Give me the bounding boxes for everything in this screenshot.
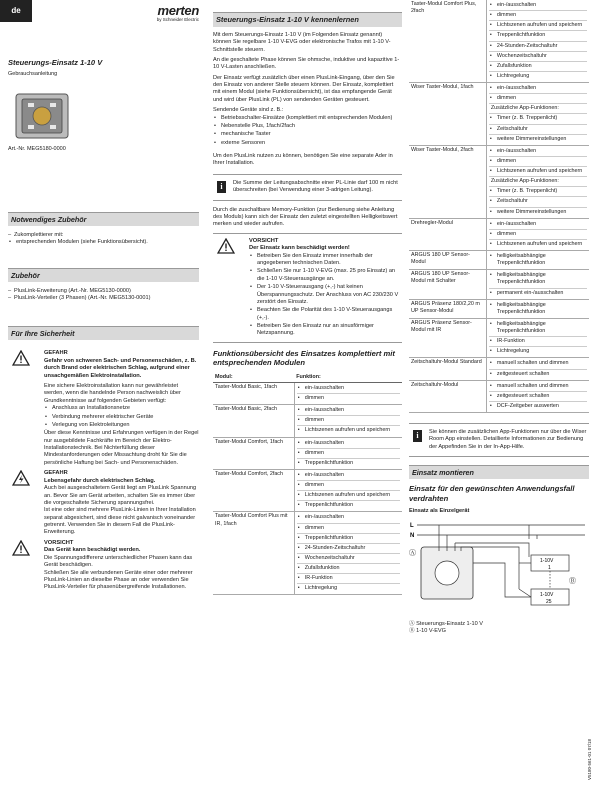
function-item: • Lichtszenen aufrufen und speichern: [489, 240, 587, 249]
list-item: • Betreiben Sie den Einsatz nur an sinusförmiger Netzspannung.: [249, 323, 402, 338]
function-overview-heading: Funktionsübersicht des Einsatzes komplettiert mit entsprechenden Modulen: [213, 348, 395, 368]
table-row: [409, 145, 589, 218]
function-item: • dimmen: [489, 157, 587, 167]
warning-icon: [12, 540, 30, 556]
doc-subtitle: Gebrauchsanleitung: [8, 71, 58, 77]
list-item: • Betriebsschalter-Einsätze (komplettiert mit entsprechenden Modulen): [213, 115, 402, 122]
function-item: • Lichtregelung: [489, 72, 587, 81]
function-item: • 24-Stunden-Zeitschaltuhr: [489, 42, 587, 52]
caution-warning: [213, 238, 402, 338]
module-name: Taster-Modul Basic, 2fach: [213, 405, 294, 437]
module-name: Taster-Modul Comfort Plus, 2fach: [409, 0, 486, 83]
warning-text: Ist eine oder sind mehrere PlusLink-Linien in Ihrer Installation separat abgesichert, sind diese nicht galvanisch voneinander getrennt. Verwenden Sie in diesem Fall die PlusLink-Erweiterung.: [44, 507, 196, 536]
warning-label: VORSICHT: [249, 237, 279, 244]
module-name: ARGUS Präsenz 180/2,20 m UP Sensor-Modul: [409, 299, 486, 318]
module-name: Taster-Modul Comfort, 2fach: [213, 469, 294, 512]
electric-hazard-icon: [12, 470, 30, 486]
function-item: • dimmen: [297, 416, 400, 426]
diagram-legend: [409, 621, 589, 636]
function-item: • ein-/ausschalten: [489, 1, 587, 11]
section-required-accessories: [8, 212, 199, 248]
function-item: • Lichtszenen aufrufen und speichern: [297, 426, 400, 435]
list-item: • Schließen Sie nur 1-10 V-EVG (max. 25 pro Einsatz) an die 1-10 V-Steuerausgänge an.: [249, 268, 402, 283]
function-item: • ein-/ausschalten: [489, 147, 587, 157]
section-accessories: [8, 268, 199, 303]
function-item: • dimmen: [489, 230, 587, 240]
table-row: [409, 318, 589, 358]
function-item: • zeitgesteuert schalten: [489, 392, 587, 402]
marker-b: Ⓑ: [569, 577, 576, 586]
label-L: L: [410, 523, 414, 530]
table-row: [213, 512, 402, 595]
function-list: [486, 299, 589, 318]
function-item: • Zeitschaltuhr: [489, 125, 587, 135]
function-list: [486, 358, 589, 380]
function-list: [486, 318, 589, 358]
function-item: • helligkeitsabhängige Treppenlichtfunktion: [489, 252, 587, 268]
module-name: ARGUS 180 UP Sensor-Modul: [409, 251, 486, 270]
paragraph: Mit dem Steuerungs-Einsatz 1-10 V (im Folgenden Einsatz genannt) können Sie regelbare 1-10 V-EVG oder elektronische Trafos mit 1-10 V-Schnittstelle steuern.: [213, 31, 391, 53]
legend-text: 1-10 V-EVG: [416, 628, 447, 635]
section-heading: Für Ihre Sicherheit: [8, 326, 199, 340]
ballast-number: 25: [546, 599, 552, 606]
warning-text: Eine sichere Elektroinstallation kann nur gewährleistet werden, wenn die handelnde Person nachweislich über Grundkenntnisse auf folgenden Gebieten verfügt:: [44, 383, 181, 404]
function-list: [294, 512, 402, 595]
list-item: • Nebenstelle Plus, 1fach/2fach: [213, 123, 402, 130]
legend-marker: Ⓑ: [409, 628, 415, 635]
function-item: • Lichtszenen aufrufen und speichern: [297, 491, 400, 501]
warning-title: Das Gerät kann beschädigt werden.: [44, 547, 141, 554]
warning-text: Über diese Kenntnisse und Erfahrungen verfügen in der Regel nur ausgebildete Fachkräfte im Bereich der Elektro-Installationstechnik. Bei Nichterfüllung dieser Mindestanforderungen oder Missachtung droht für Sie die persönliche Haftung bei Sach- und Personenschäden.: [44, 430, 199, 466]
function-table-2: [409, 0, 589, 413]
table-row: [409, 270, 589, 299]
table-row: [409, 299, 589, 318]
function-item: • permanent ein-/ausschalten: [489, 289, 587, 298]
function-item: • DCF-Zeitgeber auswerten: [489, 402, 587, 411]
function-item: • ein-/ausschalten: [489, 220, 587, 230]
function-item: • Timer (z. B. Treppenlicht): [489, 114, 587, 124]
function-list: [294, 382, 402, 404]
function-item: • dimmen: [297, 481, 400, 491]
module-name: Zeitschaltuhr-Modul: [409, 380, 486, 412]
table-header: Modul:: [213, 373, 294, 383]
function-item: • Treppenlichtfunktion: [489, 31, 587, 41]
function-list: [486, 251, 589, 270]
function-list: [486, 218, 589, 250]
function-list: [486, 83, 589, 146]
function-item: • Treppenlichtfunktion: [297, 501, 400, 510]
function-list: [486, 380, 589, 412]
info-text: Die Summe der Leitungsabschnitte einer PL-Linie darf 100 m nicht überschreiten (bei Verwendung einer 3-adrigen Leitung).: [233, 179, 398, 194]
legend-text: Steuerungs-Einsatz 1-10 V: [416, 620, 484, 627]
list-item: • Betreiben Sie den Einsatz immer innerhalb der angegebenen technischen Daten.: [249, 253, 402, 268]
function-item: • zeitgesteuert schalten: [489, 370, 587, 379]
function-item: • Zufallsfunktion: [489, 62, 587, 72]
module-name: Taster-Modul Basic, 1fach: [213, 382, 294, 404]
function-subheading: Zusätzliche App-Funktionen:: [489, 104, 587, 114]
table-row: [213, 382, 402, 404]
list-item: • Verlegung von Elektroleitungen: [44, 422, 199, 429]
function-item: • Lichtregelung: [297, 584, 400, 593]
divider: [213, 342, 402, 343]
section-heading: Zubehör: [8, 268, 199, 282]
function-list: [486, 0, 589, 83]
table-row: [213, 405, 402, 437]
function-item: • helligkeitsabhängige Treppenlichtfunktion: [489, 271, 587, 288]
function-list: [294, 469, 402, 512]
danger-warning-1: [8, 350, 199, 467]
warning-label: VORSICHT: [44, 539, 74, 546]
section-safety: [8, 326, 199, 592]
function-list: [486, 270, 589, 299]
ballast-label: 1-10V: [540, 592, 554, 599]
warning-label: GEFAHR: [44, 470, 68, 477]
warning-label: GEFAHR: [44, 350, 68, 356]
language-badge: de: [0, 0, 32, 22]
module-name: Wiser Taster-Modul, 1fach: [409, 83, 486, 146]
info-text: Sie können die zusätzlichen App-Funktionen nur über die Wiser Room App einstellen. Detaillierte Informationen zur Bedienung der Appefinden Sie in der In-App-Hilfe.: [429, 429, 587, 450]
module-name: Taster-Modul Comfort Plus mit IR, 1fach: [213, 512, 294, 595]
list-item: • Der 1-10 V-Steuerausgang (+,-) hat keinen Überspannungsschutz. Der Anschluss von AC 230/230 V zerstört den Einsatz.: [249, 284, 402, 306]
table-row: [409, 0, 589, 83]
function-item: • dimmen: [489, 94, 587, 104]
label-N: N: [410, 533, 415, 540]
warning-icon: [12, 350, 30, 366]
table-row: [409, 218, 589, 250]
wiring-diagram: [409, 517, 589, 615]
function-item: • ein-/ausschalten: [489, 84, 587, 94]
function-item: • dimmen: [297, 449, 400, 459]
wiring-heading: Einsatz für den gewünschten Anwendungsfall verdrahten: [409, 484, 575, 503]
section-heading: Steuerungs-Einsatz 1-10 V kennenlernen: [213, 12, 402, 27]
column-2: [213, 0, 402, 595]
function-item: • dimmen: [489, 11, 587, 21]
info-note: [213, 174, 402, 201]
function-item: • ein-/ausschalten: [297, 513, 400, 523]
module-name: Taster-Modul Comfort, 1fach: [213, 437, 294, 469]
list-item: • externe Sensoren: [213, 140, 402, 147]
function-item: • Treppenlichtfunktion: [297, 459, 400, 468]
section-heading: Einsatz montieren: [409, 465, 589, 479]
function-item: • Lichtszenen aufrufen und speichern: [489, 167, 587, 177]
legend-marker: Ⓐ: [409, 620, 415, 627]
paragraph: Durch die zuschaltbare Memory-Funktion (zur Bedienung siehe Anleitung des Moduls) kann sich der Einsatz den zuletzt eingestellten Helligkeitswert merken und wieder aufrufen.: [213, 206, 398, 228]
function-table-1: [213, 373, 402, 596]
product-image: [12, 88, 72, 144]
list-item: • mechanische Taster: [213, 131, 402, 138]
caution-warning: [8, 540, 199, 592]
function-list: [294, 437, 402, 469]
brand-sub: by Schneider Electric: [156, 17, 199, 23]
table-header: Funktion:: [294, 373, 402, 383]
info-note: [409, 423, 589, 457]
list-item: • Anschluss an Installationsnetze: [44, 405, 199, 412]
table-row: [409, 358, 589, 380]
table-row: [213, 469, 402, 512]
list-item: – PlusLink-Erweiterung (Art.-Nr. MEG5130-0000): [8, 288, 199, 295]
module-name: ARGUS Präsenz Sensor-Modul mit IR: [409, 318, 486, 358]
info-icon: i: [217, 181, 226, 193]
list-item: • Verbindung mehrerer elektrischer Geräte: [44, 414, 199, 421]
warning-text: Auch bei ausgeschaltetem Gerät liegt am PlusLink Spannung an. Bevor Sie am Gerät arbeiten, schalten Sie es immer über die vorgeschaltete Sicherung spannungsfrei.: [44, 485, 197, 506]
function-item: • IR-Funktion: [297, 574, 400, 584]
function-item: • weitere Dimmereinstellungen: [489, 135, 587, 144]
ballast-number: 1: [548, 565, 551, 572]
brand-name: merten: [157, 3, 199, 18]
function-item: • manuell schalten und dimmen: [489, 359, 587, 369]
function-item: • ein-/ausschalten: [297, 439, 400, 449]
table-row: [409, 83, 589, 146]
ballast-label: 1-10V: [540, 558, 554, 565]
list-item: • entsprechenden Modulen (siehe Funktionsübersicht).: [8, 239, 199, 246]
paragraph: An die geschaltete Phase können Sie ohmsche, induktive und kapazitive 1-10 V-Lasten anschließen.: [213, 56, 400, 71]
section-heading: Notwendiges Zubehör: [8, 212, 199, 226]
module-name: Drehregler-Modul: [409, 218, 486, 250]
function-item: • weitere Dimmereinstellungen: [489, 208, 587, 217]
document-code: V5180-561-01 07/18: [587, 738, 593, 780]
paragraph: Der Einsatz verfügt zusätzlich über einen PlusLink-Eingang, über den Sie den Einsatz von anderer Stelle steuern können. Der Einsatz, komplettiert mit einem Modul (siehe Funktionsübersicht), ist das empfangende Gerät und wird über PlusLink (PL) von sendenden Geräten gesteuert.: [213, 74, 395, 103]
function-item: • Wochenzeitschaltuhr: [297, 554, 400, 564]
function-item: • Treppenlichtfunktion: [297, 534, 400, 544]
function-item: • IR-Funktion: [489, 337, 587, 347]
function-item: • Lichtregelung: [489, 347, 587, 356]
legend-item: [409, 628, 589, 635]
article-number: Art.-Nr. MEG5180-0000: [8, 146, 66, 152]
wiring-subheading: Einsatz als Einzelgerät: [409, 508, 470, 515]
function-item: • dimmen: [297, 394, 400, 403]
danger-warning-2: [8, 470, 199, 537]
function-item: • Zeitschaltuhr: [489, 197, 587, 207]
warning-title: Gefahr von schweren Sach- und Personenschäden, z. B. durch Brand oder elektrischen Schlag, aufgrund einer unsachgemäßen Elektroinstallation.: [44, 357, 197, 379]
warning-text: Schließen Sie alle verbundenen Geräte einer oder mehrerer PlusLink-Linien an dieselbe Phase an oder verwenden Sie PlusLink-Verteiler für phasenübergreifende Installationen.: [44, 569, 193, 591]
warning-title: Der Einsatz kann beschädigt werden!: [249, 245, 350, 252]
function-item: • helligkeitsabhängige Treppenlichtfunktion: [489, 301, 587, 317]
doc-title: Steuerungs-Einsatz 1-10 V: [8, 58, 103, 67]
function-item: • ein-/ausschalten: [297, 406, 400, 416]
marker-a: Ⓐ: [409, 549, 416, 558]
warning-icon: [217, 238, 235, 254]
function-item: • Zufallsfunktion: [297, 564, 400, 574]
function-item: • ein-/ausschalten: [297, 384, 400, 394]
function-item: • manuell schalten und dimmen: [489, 382, 587, 392]
list-item: • Beachten Sie die Polarität des 1-10 V-Steuerausgangs (+,-).: [249, 307, 402, 322]
info-icon: i: [413, 430, 422, 442]
table-row: [213, 437, 402, 469]
list-item: – Zukomplettierer mit:: [8, 232, 199, 239]
table-row: [409, 251, 589, 270]
paragraph: Um den PlusLink nutzen zu können, benötigen Sie eine separate Ader in Ihrer Installation.: [213, 153, 393, 167]
list-item: – PlusLink-Verteiler (3 Phasen) (Art.-Nr. MEG5130-0001): [8, 295, 199, 302]
divider: [213, 233, 402, 234]
function-item: • ein-/ausschalten: [297, 471, 400, 481]
module-name: ARGUS 180 UP Sensor-Modul mit Schalter: [409, 270, 486, 299]
function-item: • Timer (z. B. Treppenlicht): [489, 187, 587, 197]
function-item: • helligkeitsabhängige Treppenlichtfunktion: [489, 320, 587, 337]
column-3: [409, 0, 589, 636]
module-name: Wiser Taster-Modul, 2fach: [409, 145, 486, 218]
paragraph: Sendende Geräte sind z. B.:: [213, 107, 284, 114]
brand-logo: [139, 2, 199, 23]
function-item: • Lichtszenen aufrufen und speichern: [489, 21, 587, 31]
function-subheading: Zusätzliche App-Funktionen:: [489, 177, 587, 187]
table-row: [409, 380, 589, 412]
function-list: [294, 405, 402, 437]
function-list: [486, 145, 589, 218]
module-name: Zeitschaltuhr-Modul Standard: [409, 358, 486, 380]
function-item: • 24-Stunden-Zeitschaltuhr: [297, 544, 400, 554]
warning-title: Lebensgefahr durch elektrischen Schlag.: [44, 477, 156, 484]
warning-text: Die Spannungsdifferenz unterschiedlicher Phasen kann das Gerät beschädigen.: [44, 554, 193, 569]
function-item: • dimmen: [297, 524, 400, 534]
function-item: • Wochenzeitschaltuhr: [489, 52, 587, 62]
